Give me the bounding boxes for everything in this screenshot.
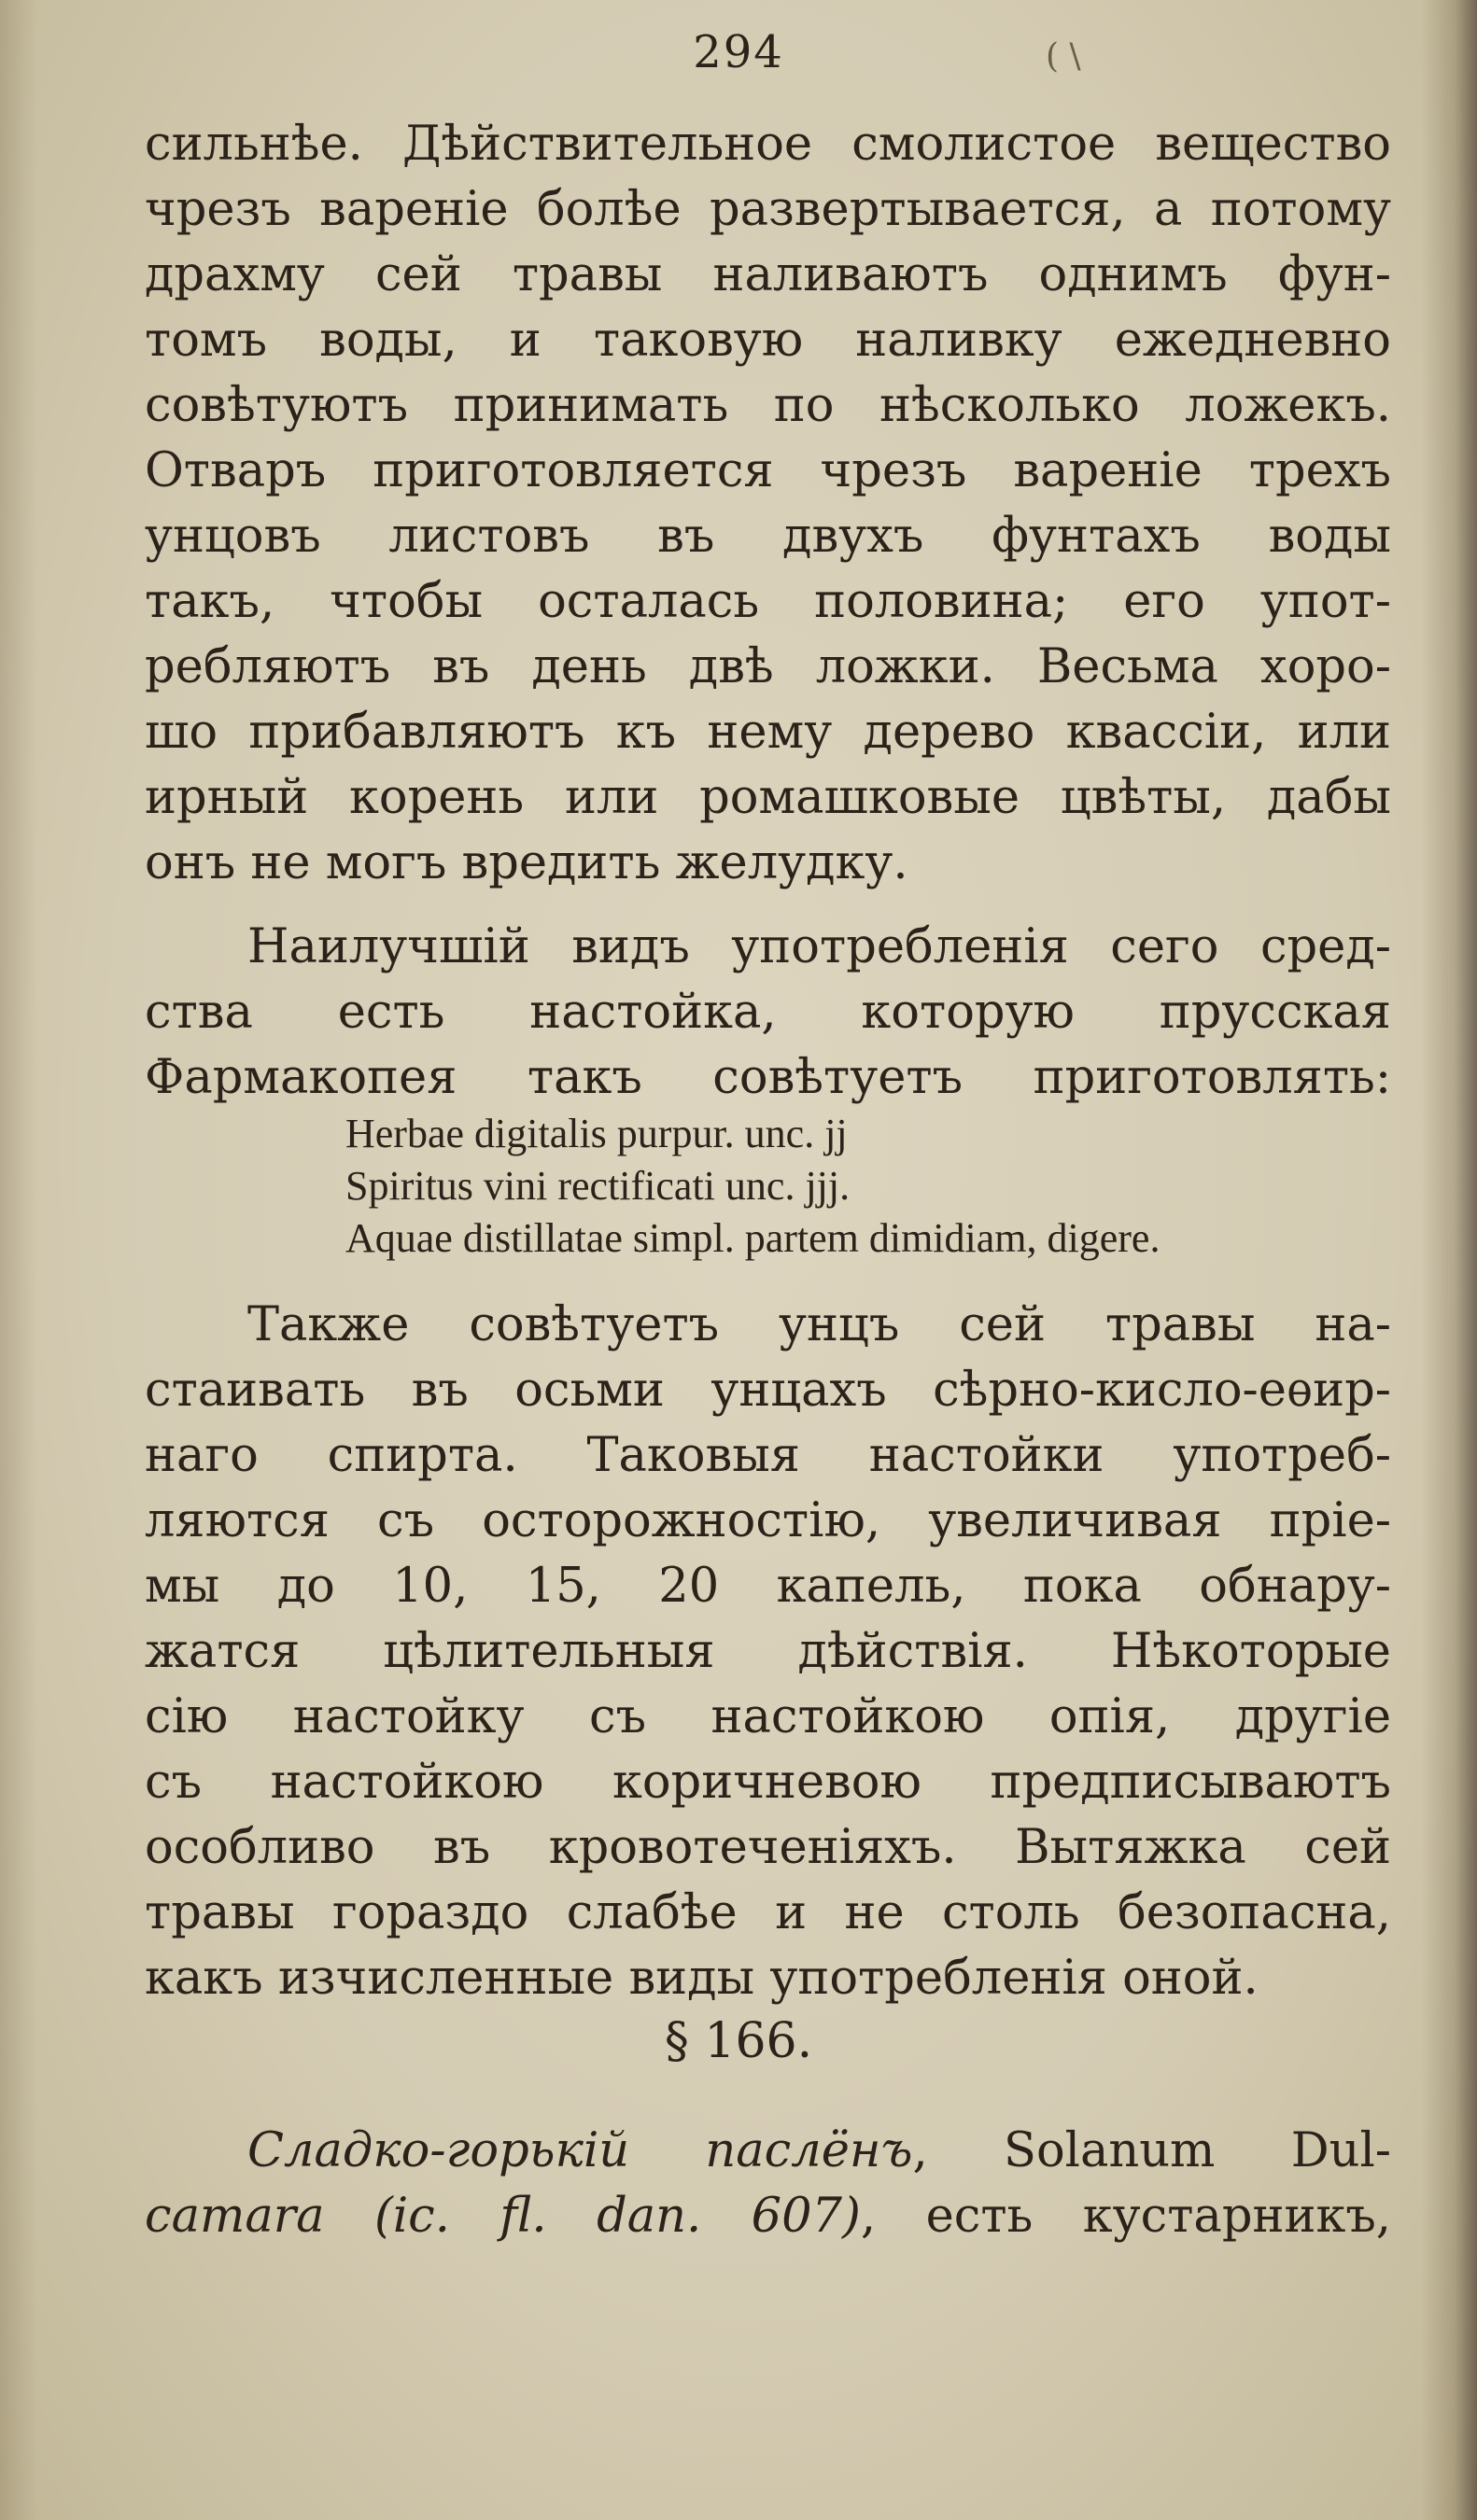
page-mark: ( \ (1046, 37, 1081, 76)
text-line: наго спирта. Таковыя настойки употреб- (145, 1428, 1391, 1483)
text-line: какъ изчисленные виды употребленія оной. (145, 1951, 1259, 2006)
text-line: онъ не могъ вредить желудку. (145, 835, 908, 890)
text-line: чрезъ вареніе болѣе развертывается, а потому (145, 182, 1391, 237)
text-line: томъ воды, и таковую наливку ежедневно (145, 313, 1391, 368)
text-line: ирный корень или ромашковые цвѣты, дабы (145, 770, 1391, 825)
paragraph-4 (145, 2119, 1391, 2249)
paragraph-3 (145, 1293, 1391, 2011)
latin-recipe (345, 1108, 1391, 1265)
text-line (145, 2184, 1391, 2249)
text-line: Отваръ приготовляется чрезъ вареніе трехъ (145, 443, 1391, 498)
text-line: Также совѣтуетъ унцъ сей травы на- (247, 1297, 1391, 1352)
recipe-line: Aquae distillatae simpl. partem dimidiam, digere. (345, 1215, 1160, 1261)
text-line: Фармакопея такъ совѣтуетъ приготовлять: (145, 1050, 1391, 1105)
text-line: сильнѣе. Дѣйствительное смолистое вещество (145, 117, 1391, 172)
text-line: сію настойку съ настойкою опія, другіе (145, 1689, 1391, 1744)
text-line: жатся цѣлительныя дѣйствія. Нѣкоторые (145, 1624, 1391, 1679)
text-continuation: , есть кустарникъ, (860, 2189, 1391, 2244)
text-line: ляются съ осторожностію, увеличивая пріе- (145, 1493, 1391, 1548)
text-line: ребляютъ въ день двѣ ложки. Весьма хоро- (145, 639, 1391, 694)
text-line: совѣтуютъ принимать по нѣсколько ложекъ. (145, 378, 1391, 433)
text-line: Наилучшій видъ употребленія сего сред- (247, 919, 1391, 974)
text-line: драхму сей травы наливаютъ однимъ фун- (145, 247, 1391, 302)
text-line: ства есть настойка, которую прусская (145, 985, 1391, 1040)
page-number: 294 (693, 26, 784, 78)
text-line: шо прибавляютъ къ нему дерево квассіи, или (145, 705, 1391, 760)
text-line: такъ, чтобы осталась половина; его упот- (145, 574, 1391, 629)
plant-name-russian: Сладко-горькій паслёнъ (247, 2123, 913, 2178)
page-shadow-right (1421, 0, 1477, 2520)
text-line: стаивать въ осьми унцахъ сѣрно-кисло-еѳир- (145, 1363, 1391, 1418)
plant-reference: camara (ic. fl. dan. 607) (145, 2189, 861, 2244)
recipe-line: Spiritus vini rectificati unc. jjj. (345, 1163, 851, 1209)
paragraph-2 (145, 915, 1391, 1111)
text-line: унцовъ листовъ въ двухъ фунтахъ воды (145, 509, 1391, 564)
text-line (145, 2119, 1391, 2184)
paragraph-1 (145, 112, 1391, 896)
text-line: особливо въ кровотеченіяхъ. Вытяжка сей (145, 1820, 1391, 1875)
recipe-line: Herbae digitalis purpur. unc. jj (345, 1111, 848, 1156)
page-shadow-left (0, 0, 37, 2520)
plant-name-latin-start: , Solanum Dul- (912, 2123, 1391, 2178)
text-line: мы до 10, 15, 20 капель, пока обнару- (145, 1559, 1391, 1614)
text-line: травы гораздо слабѣе и не столь безопасна, (145, 1885, 1391, 1940)
section-heading: § 166. (664, 2013, 813, 2069)
text-line: съ настойкою коричневою предписываютъ (145, 1755, 1391, 1810)
